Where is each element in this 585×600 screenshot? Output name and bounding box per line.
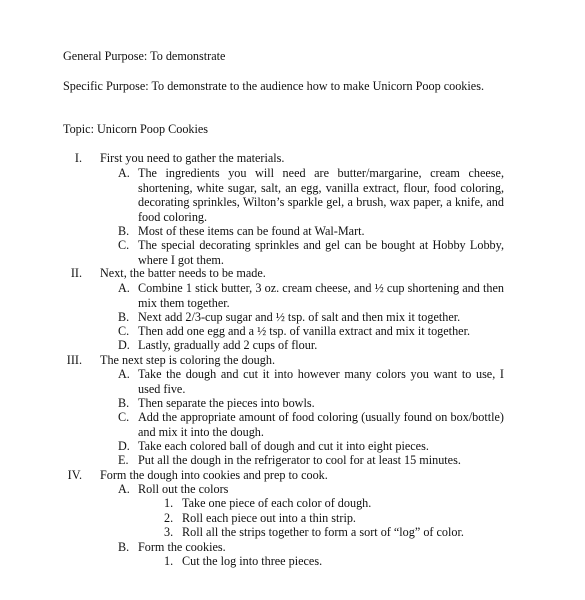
- outline-item: Form the cookies.: [138, 540, 226, 554]
- outline-numeral: III.: [66, 353, 82, 367]
- general-purpose: General Purpose: To demonstrate: [63, 49, 226, 63]
- outline-number: 3.: [164, 525, 174, 539]
- outline-letter: B.: [118, 310, 130, 324]
- outline-number: 1.: [164, 496, 174, 510]
- outline-letter: B.: [118, 540, 130, 554]
- outline-item: Put all the dough in the refrigerator to cool for at least 15 minutes.: [138, 453, 461, 467]
- outline-item: Roll out the colors: [138, 482, 229, 496]
- outline-letter: E.: [118, 453, 129, 467]
- outline-number: 2.: [164, 511, 174, 525]
- outline-numeral: II.: [70, 266, 82, 280]
- outline-letter: B.: [118, 396, 130, 410]
- outline-subitem: Cut the log into three pieces.: [182, 554, 323, 568]
- outline-subitem: Roll all the strips together to form a sort of “log” of color.: [182, 525, 464, 539]
- outline-item: The special decorating sprinkles and gel can be bought at Hobby Lobby, where I got them.: [138, 238, 504, 267]
- outline-heading: Form the dough into cookies and prep to cook.: [100, 468, 328, 482]
- outline-number: 1.: [164, 554, 174, 568]
- outline-heading: Next, the batter needs to be made.: [100, 266, 266, 280]
- specific-purpose: Specific Purpose: To demonstrate to the audience how to make Unicorn Poop cookies.: [63, 79, 484, 93]
- outline-item: Then add one egg and a ½ tsp. of vanilla extract and mix it together.: [138, 324, 471, 338]
- outline-heading: First you need to gather the materials.: [100, 151, 285, 165]
- outline-subitem: Roll each piece out into a thin strip.: [182, 511, 356, 525]
- outline-numeral: IV.: [67, 468, 82, 482]
- outline-item: Lastly, gradually add 2 cups of flour.: [138, 338, 318, 352]
- outline-item: Combine 1 stick butter, 3 oz. cream cheese, and ½ cup shortening and then mix them together.: [138, 281, 504, 310]
- outline-item: Next add 2/3-cup sugar and ½ tsp. of salt and then mix it together.: [138, 310, 461, 324]
- outline-letter: A.: [118, 482, 130, 496]
- outline-subitem: Take one piece of each color of dough.: [182, 496, 372, 510]
- outline-item: Then separate the pieces into bowls.: [138, 396, 315, 410]
- outline-letter: C.: [118, 324, 130, 338]
- outline-item: Most of these items can be found at Wal-Mart.: [138, 224, 365, 238]
- outline-letter: C.: [118, 410, 130, 424]
- outline-letter: A.: [118, 367, 130, 381]
- outline-letter: D.: [118, 338, 130, 352]
- outline-heading: The next step is coloring the dough.: [100, 353, 275, 367]
- outline-letter: C.: [118, 238, 130, 252]
- outline-letter: D.: [118, 439, 130, 453]
- outline-numeral: I.: [74, 151, 82, 165]
- outline-letter: B.: [118, 224, 130, 238]
- topic: Topic: Unicorn Poop Cookies: [63, 122, 209, 136]
- outline-item: Add the appropriate amount of food coloring (usually found on box/bottle) and mix it into the dough.: [138, 410, 504, 439]
- outline-item: The ingredients you will need are butter/margarine, cream cheese, shortening, white sugar, salt, an egg, vanilla extract, flour, food coloring, decorating sprinkles, Wilton’s sparkle gel, a brush, wax paper, a knife, and food coloring.: [138, 166, 504, 224]
- outline-item: Take each colored ball of dough and cut it into eight pieces.: [138, 439, 429, 453]
- outline-letter: A.: [118, 281, 130, 295]
- outline-letter: A.: [118, 166, 130, 180]
- outline-item: Take the dough and cut it into however many colors you want to use, I used five.: [138, 367, 504, 396]
